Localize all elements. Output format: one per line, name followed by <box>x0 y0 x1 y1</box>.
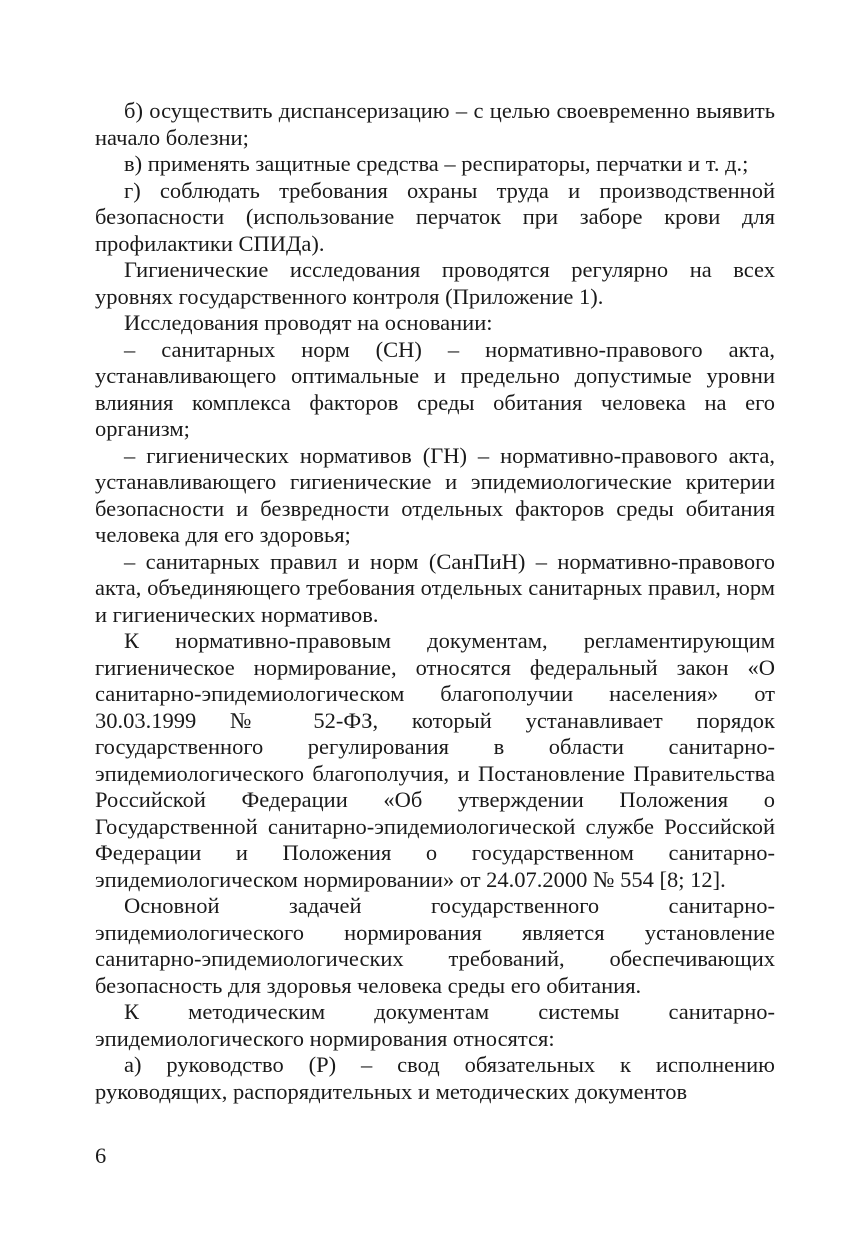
paragraph: а) руководство (Р) – свод обязательных к исполнению руководящих, распорядительных и методических документов <box>95 1052 775 1104</box>
page-number: 6 <box>95 1143 107 1168</box>
paragraph: К нормативно-правовым документам, регламентирующим гигиеническое нормирование, относятся федеральный закон «О санитарно-эпидемиологическом благополучии населения» от 30.03.1999 № 52-ФЗ, который устанавливает порядок государственного регулирования в области санитарно-эпидемиологического благополучия, и Постановление Правительства Российской Федерации «Об утверждении Положения о Государственной санитарно-эпидемиологической службе Российской Федерации и Положения о государственном санитарно-эпидемиологическом нормировании» от 24.07.2000 № 554 [8; 12]. <box>95 628 775 892</box>
paragraph: Основной задачей государственного санитарно-эпидемиологического нормирования является установление санитарно-эпидемиологических требований, обеспечивающих безопасность для здоровья человека среды его обитания. <box>95 893 775 998</box>
page-body <box>95 98 775 1105</box>
paragraph: г) соблюдать требования охраны труда и производственной безопасности (использование перчаток при заборе крови для профилактики СПИДа). <box>95 177 775 256</box>
paragraph: – гигиенических нормативов (ГН) – нормативно-правового акта, устанавливающего гигиенические и эпидемиологические критерии безопасности и безвредности отдельных факторов среды обитания человека для его здоровья; <box>95 442 775 547</box>
paragraph: К методическим документам системы санитарно-эпидемиологического нормирования относятся: <box>95 999 775 1051</box>
paragraph: Исследования проводят на основании: <box>124 310 493 335</box>
paragraph: – санитарных норм (СН) – нормативно-правового акта, устанавливающего оптимальные и предельно допустимые уровни влияния комплекса факторов среды обитания человека на его организм; <box>95 336 775 441</box>
paragraph: в) применять защитные средства – респираторы, перчатки и т. д.; <box>124 151 749 176</box>
paragraph: Гигиенические исследования проводятся регулярно на всех уровнях государственного контроля (Приложение 1). <box>95 257 775 309</box>
paragraph: – санитарных правил и норм (СанПиН) – нормативно-правового акта, объединяющего требования отдельных санитарных правил, норм и гигиенических нормативов. <box>95 548 775 627</box>
paragraph: б) осуществить диспансеризацию – с целью своевременно выявить начало болезни; <box>95 98 775 150</box>
